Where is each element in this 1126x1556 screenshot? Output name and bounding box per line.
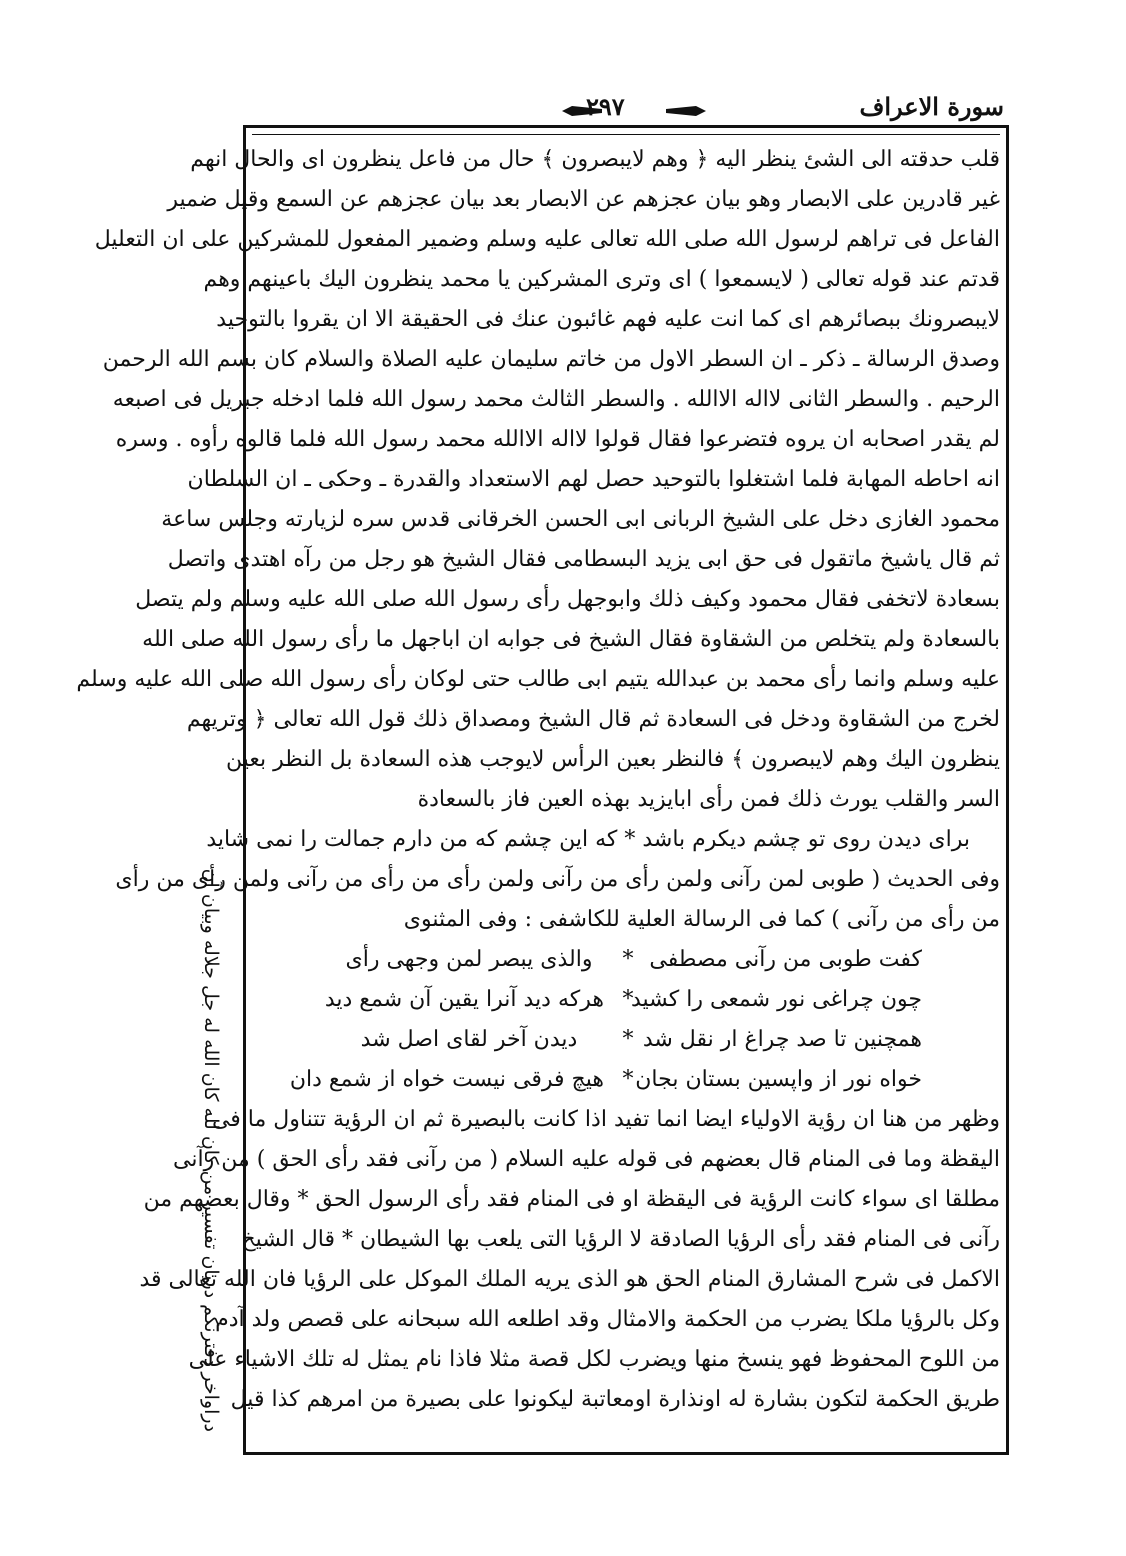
verse-line <box>256 980 1000 1020</box>
text-line: لايبصرونك ببصائرهم اى كما انت عليه فهم غائبون عنك فى الحقيقة الا ان يقروا بالتوحيد <box>216 307 1000 332</box>
verse-hemistich: والذى يبصر لمن وجهى رأى <box>345 947 593 972</box>
text-line: لم يقدر اصحابه ان يروه فتضرعوا فقال قولوا لااله الاالله محمد رسول الله فلما قالوه رأوه . وسره <box>115 427 1000 452</box>
text-line: وفى الحديث ( طوبى لمن رآنى ولمن رأى من رآنى ولمن رأى من رأى من رآنى ولمن رأى من رأى <box>115 867 1000 892</box>
text-line: ينظرون اليك وهم لايبصرون ﴾ فالنظر بعين الرأس لايوجب هذه السعادة بل النظر بعين <box>225 747 1000 772</box>
text-line: طريق الحكمة لتكون بشارة له اونذارة اومعاتبة ليكونوا على بصيرة من امرهم كذا قيل <box>230 1387 1000 1412</box>
verse-hemistich: هيچ فرقى نيست خواه از شمع دان <box>289 1067 604 1092</box>
text-line: وصدق الرسالة ـ ذكر ـ ان السطر الاول من خاتم سليمان عليه الصلاة والسلام كان بسم الله الرحمن <box>102 347 1000 372</box>
text-line: ثم قال ياشيخ ماتقول فى حق ابى يزيد البسطامى فقال الشيخ هو رجل من رآه اهتدى واتصل <box>167 547 1000 572</box>
page-header <box>246 92 1004 122</box>
paragraph-top <box>76 140 1000 820</box>
text-line: غير قادرين على الابصار وهو بيان عجزهم عن الابصار بعد بيان عجزهم عن السمع وقيل ضمير <box>167 187 1000 212</box>
star-separator-icon: * <box>622 947 634 972</box>
text-line: الاكمل فى شرح المشارق المنام الحق هو الذى يريه الملك الموكل على الرؤيا فان الله تعالى قد <box>139 1267 1000 1292</box>
star-separator-icon: * <box>622 1027 634 1052</box>
text-line: وكل بالرؤيا ملكا يضرب من الحكمة والامثال وقد اطلعه الله سبحانه على قصص ولد آدم <box>215 1307 1000 1332</box>
text-line: بسعادة لاتخفى فقال محمود وكيف ذلك وابوجهل رأى رسول الله صلى الله عليه وسلم ولم يتصل <box>135 587 1000 612</box>
text-line: انه احاطه المهابة فلما اشتغلوا بالتوحيد حصل لهم الاستعداد والقدرة ـ وحكى ـ ان السلطان <box>187 467 1000 492</box>
paragraph-hadith <box>115 860 1000 940</box>
text-line: رآنى فى المنام فقد رأى الرؤيا الصادقة لا الرؤيا التى يلعب بها الشيطان * قال الشيخ <box>241 1227 1000 1252</box>
right-ornament-icon <box>666 104 706 118</box>
text-line: مطلقا اى سواء كانت الرؤية فى اليقظة او فى المنام فقد رأى الرسول الحق * وقال بعضهم من <box>143 1187 1000 1212</box>
text-line: السر والقلب يورث ذلك فمن رأى ابايزيد بهذه العين فاز بالسعادة <box>417 787 1000 812</box>
text-line: لخرج من الشقاوة ودخل فى السعادة ثم قال الشيخ ومصداق ذلك قول الله تعالى ﴿ وتريهم <box>186 707 1000 732</box>
verse-hemistich: هركه ديد آنرا يقين آن شمع ديد <box>324 987 604 1012</box>
verse-hemistich: همچنين تا صد چراغ ار نقل شد <box>642 1027 922 1052</box>
text-line: عليه وسلم وانما رأى محمد بن عبدالله يتيم ابى طالب حتى لوكان رأى رسول الله صلى الله عليه وسلم <box>76 667 1000 692</box>
verse-line <box>256 1060 1000 1100</box>
verse-line <box>256 940 1000 980</box>
text-line: من رأى من رآنى ) كما فى الرسالة العلية للكاشفى : وفى المثنوى <box>403 907 1000 932</box>
verse-hemistich: خواه نور از واپسين بستان بجان <box>635 1067 922 1092</box>
verse-line <box>256 1020 1000 1060</box>
mathnawi-verses <box>256 940 1000 1100</box>
text-line: وظهر من هنا ان رؤية الاولياء ايضا انما تفيد اذا كانت بالبصيرة ثم ان الرؤية تتناول ما فى <box>211 1107 1000 1132</box>
text-line: الرحيم . والسطر الثانى لااله الاالله . والسطر الثالث محمد رسول الله فلما ادخله جبريل فى اصبعه <box>112 387 1000 412</box>
text-line: الفاعل فى تراهم لرسول الله صلى الله تعالى عليه وسلم وضمير المفعول للمشركين على ان التعليل <box>94 227 1000 252</box>
star-separator-icon: * <box>622 987 634 1012</box>
text-line: قلب حدقته الى الشئ ينظر اليه ﴿ وهم لايبصرون ﴾ حال من فاعل ينظرون اى والحال انهم <box>190 147 1000 172</box>
persian-couplet-line: براى ديدن روى تو چشم ديكرم باشد * كه اين چشم كه من دارم جمالت را نمى شايد <box>206 827 970 852</box>
text-line: محمود الغازى دخل على الشيخ الربانى ابى الحسن الخرقانى قدس سره لزيارته وجلس ساعة <box>161 507 1000 532</box>
text-line: بالسعادة ولم يتخلص من الشقاوة فقال الشيخ فى جوابه ان اباجهل ما رأى رسول الله صلى الله <box>142 627 1000 652</box>
verse-hemistich: كفت طوبى من رآنى مصطفى <box>649 947 922 972</box>
star-separator-icon: * <box>622 1067 634 1092</box>
verse-hemistich: چون چراغى نور شمعى را كشيد <box>630 987 922 1012</box>
surah-title: سورة الاعراف <box>859 92 1004 121</box>
text-line: من اللوح المحفوظ فهو ينسخ منها ويضرب لكل قصة مثلا فاذا نام يمثل له تلك الاشياء على <box>188 1347 1000 1372</box>
text-line: قدتم عند قوله تعالى ( لايسمعوا ) اى وترى المشركين يا محمد ينظرون اليك باعينهم وهم <box>203 267 1000 292</box>
page-number: ٢٩٧ <box>586 92 625 121</box>
margin-note-text: دراواخر دفترنكم دريان تفسير من كان لله كان الله له جل جلاله وبيان آن <box>200 868 222 1432</box>
verse-hemistich: ديدن آخر لقاى اصل شد <box>360 1027 578 1052</box>
text-line: اليقظة وما فى المنام قال بعضهم فى قوله عليه السلام ( من رآنى فقد رأى الحق ) من رآنى <box>173 1147 1000 1172</box>
